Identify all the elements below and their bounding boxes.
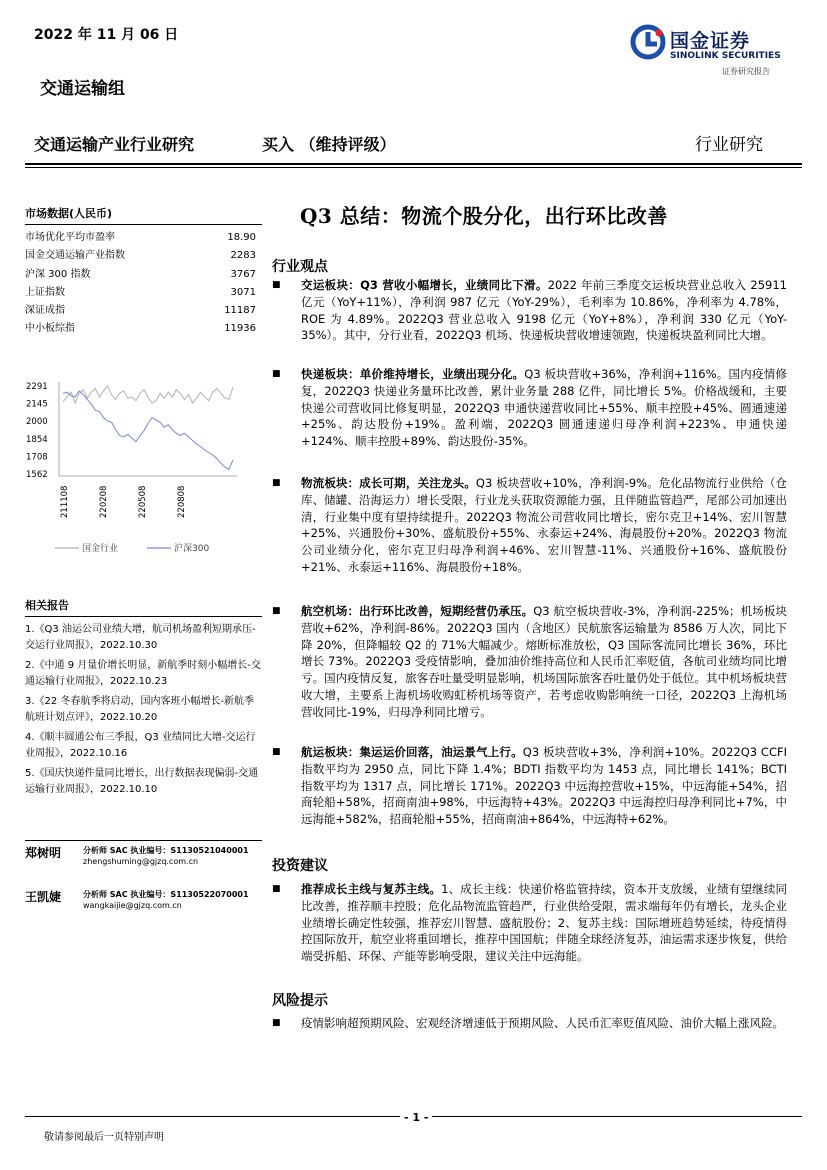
market-data-value: 3071: [230, 286, 256, 298]
related-report-item[interactable]: 4.《顺丰圆通公布三季报，Q3 业绩同比大增-交运行业周报》，2022.10.16: [25, 732, 256, 759]
paragraph-text: Q3 板块营收+3%，净利润+10%。2022Q3 CCFI 指数平均为 2950 点，同比下降 1.4%；BDTI 指数平均为 1453 点，同比增长 141%；BCTI 指数平均为 1317 点，同比增长 171%。2022Q3 中远海控营收+15%，中远海能+54%，招商轮船+58%，招商南油+98%，中远海特+43%。2022Q3 中远海控归母净利同比+7%，中远海能+582%，招商轮船+55%，招商南油+864%，中远海特+62%。: [301, 745, 787, 827]
chart-y-tick-label: 1854: [26, 434, 48, 445]
industry-title: 交通运输产业行业研究: [34, 135, 195, 154]
paragraph-text: 2022 年前三季度交运板块营业总收入 25911 亿元（YoY+11%），净利润 987 亿元（YoY-29%），毛利率为 10.86%，净利率为 4.78%，ROE 为 4.89%。2022Q3 营业总收入 9198 亿元（YoY+8%），净利润 330 亿元（YoY-35%）。其中，分行业看，2022Q3 机场、快递板块营收增速领跑，快递板块盈利同比大增。: [301, 278, 787, 343]
market-data-row: [25, 229, 262, 247]
market-data-label: 深证成指: [25, 305, 65, 317]
paragraph-risk: [272, 1015, 787, 1032]
analyst-entry: [25, 888, 262, 918]
paragraph-text: Q3 航空板块营收-3%，净利润-225%；机场板块营收+62%，净利润-86%。2022Q3 国内（含地区）民航旅客运输量为 8586 万人次，同比下降 20%，但降幅较 Q2 的 71%大幅减少。熔断标准放松，Q3 国际客流同比增长 36%，环比增长 73%。2022Q3 受疫情影响，叠加油价维持高位和人民币汇率贬值，各航司业绩均同比增亏。国内疫情反复，旅客吞吐量受明显影响，机场国际旅客吞吐量仍处于低位。其中机场板块营收大增，主要系上海机场收购虹桥机场等资产，若考虑收购影响统一口径，2022Q3 上海机场营收同比-19%，归母净利同比增亏。: [301, 604, 787, 719]
paragraph-lead: 推荐成长主线与复苏主线。: [301, 882, 442, 896]
market-data-value: 2283: [230, 250, 256, 262]
main-title: Q3 总结：物流个股分化，出行环比改善: [300, 204, 668, 228]
index-chart: [25, 372, 262, 562]
header-divider: [25, 163, 802, 165]
paragraph-lead: 航空机场：出行环比改善，短期经营仍承压。: [301, 604, 534, 618]
market-data-value: 18.90: [227, 232, 256, 243]
analyst-sac: 分析师 SAC 执业编号：S1130521040001: [83, 846, 249, 855]
logo-name-cn: 国金证券: [670, 30, 751, 52]
related-reports-list: [25, 617, 262, 798]
analyst-name: 王凯婕: [25, 890, 62, 904]
index-chart-svg: [25, 372, 262, 562]
market-data-value: 11936: [224, 323, 256, 335]
chart-y-tick-label: 2291: [26, 382, 48, 392]
report-type: 行业研究: [695, 135, 763, 155]
section-industry-view: 行业观点: [272, 259, 328, 275]
related-reports-panel: [25, 597, 262, 802]
section-risk: 风险提示: [272, 993, 328, 1009]
page-number: - 1 -: [400, 1111, 432, 1124]
market-data-title: 市场数据(人民币): [25, 205, 262, 225]
paragraph-express: [272, 366, 787, 450]
chart-x-tick-label: 220208: [99, 485, 109, 518]
market-data-label: 市场优化平均市盈率: [25, 232, 115, 243]
bullet-icon: ■: [272, 1018, 281, 1028]
chart-y-tick-label: 2145: [26, 399, 48, 410]
market-data-label: 沪深 300 指数: [25, 268, 91, 280]
bullet-icon: ■: [272, 606, 281, 616]
company-logo: [630, 24, 790, 82]
bullet-icon: ■: [272, 369, 281, 379]
paragraph-aviation: [272, 603, 787, 721]
analyst-name: 郑树明: [25, 846, 62, 860]
paragraph-text: 疫情影响超预期风险、宏观经济增速低于预期风险、人民币汇率贬值风险、油价大幅上涨风险。: [301, 1016, 784, 1030]
market-data-row: [25, 247, 262, 265]
chart-legend-label: 沪深300: [174, 544, 210, 554]
chart-x-tick-label: 220508: [138, 485, 148, 518]
market-data-value: 11187: [224, 305, 256, 317]
market-data-label: 上证指数: [25, 286, 65, 298]
analyst-sac: 分析师 SAC 执业编号：S1130522070001: [83, 890, 249, 899]
paragraph-transport: [272, 277, 787, 344]
bullet-icon: ■: [272, 280, 281, 290]
disclaimer: 敬请参阅最后一页特别声明: [44, 1132, 164, 1143]
section-invest: 投资建议: [272, 858, 328, 874]
report-date: 2022 年 11 月 06 日: [34, 27, 179, 43]
chart-series-line: [63, 391, 233, 470]
chart-y-tick-label: 2000: [26, 417, 48, 428]
bullet-icon: ■: [272, 884, 281, 894]
related-report-item[interactable]: 1.《Q3 油运公司业绩大增，航司机场盈利短期承压-交运行业周报》，2022.10.30: [25, 624, 256, 651]
chart-x-tick-label: 211108: [60, 485, 70, 518]
research-group: 交通运输组: [40, 79, 125, 99]
paragraph-lead: 物流板块：成长可期，关注龙头。: [301, 476, 476, 490]
header-divider-thin: [25, 167, 802, 168]
analyst-email[interactable]: zhengshuming@gjzq.com.cn: [83, 857, 199, 866]
market-data-panel: [25, 205, 262, 339]
paragraph-lead: 快递板块：单价维持增长，业绩出现分化。: [301, 367, 525, 381]
chart-y-tick-label: 1708: [26, 452, 48, 463]
chart-y-tick-label: 1562: [26, 470, 48, 480]
bullet-icon: ■: [272, 747, 281, 757]
paragraph-lead: 航运板块：集运运价回落，油运景气上行。: [301, 745, 523, 759]
related-reports-title: 相关报告: [25, 597, 262, 617]
market-data-label: 中小板综指: [25, 323, 75, 335]
paragraph-text: Q3 板块营收+36%，净利润+116%。国内疫情修复，2022Q3 快递业务量环比改善，累计业务量 288 亿件，同比增长 5%。价格战缓和，主要快递公司营收同比修复明显，2022Q3 申通快递营收同比+55%、顺丰控股+45%、圆通速递+25%、韵达股份+19%。盈利端，2022Q3 圆通速递归母净利润+223%、申通快递+124%、顺丰控股+89%、韵达股份-35%。: [301, 367, 788, 449]
logo-name-en: SINOLINK SECURITIES: [670, 51, 781, 61]
paragraph-lead: 交运板块：Q3 营收小幅增长，业绩同比下滑。: [301, 278, 548, 292]
analyst-email[interactable]: wangkaijie@gjzq.com.cn: [83, 901, 182, 910]
paragraph-logistics: [272, 475, 787, 576]
market-data-row: [25, 320, 262, 338]
bullet-icon: ■: [272, 478, 281, 488]
market-data-label: 国金交通运输产业指数: [25, 250, 125, 262]
paragraph-shipping: [272, 744, 787, 828]
market-data-row: [25, 266, 262, 284]
market-data-value: 3767: [230, 268, 256, 280]
chart-x-tick-label: 220808: [177, 485, 187, 518]
related-report-item[interactable]: 2.《中通 9 月量价增长明显，新航季时刻小幅增长-交通运输行业周报》，2022.10.23: [25, 660, 261, 687]
analysts-panel: [25, 840, 262, 918]
related-report-item[interactable]: 5.《国庆快递件量同比增长，出行数据表现偏弱-交通运输行业周报》，2022.10.10: [25, 768, 259, 795]
market-data-row: [25, 284, 262, 302]
paragraph-text: Q3 板块营收+10%，净利润-9%。危化品物流行业供给（仓库、储罐、沿海运力）增长受限，行业龙头获取资源能力强，且伴随监管趋严，尾部公司加速出清，行业集中度有望持续提升。2022Q3 物流公司营收同比增长，密尔克卫+14%、宏川智慧+25%、兴通股份+30%、盛航股份+55%、永泰运+24%、海晨股份+20%。2022Q3 物流公司业绩分化，密尔克卫归母净利润+46%、宏川智慧-11%、兴通股份+16%、盛航股份+21%、永泰运+116%、海晨股份+18%。: [301, 476, 787, 574]
chart-legend-label: 国金行业: [82, 544, 119, 554]
market-data-row: [25, 302, 262, 320]
paragraph-invest: [272, 881, 787, 965]
analyst-entry: [25, 844, 262, 874]
analysts-divider: [25, 840, 262, 841]
rating: 买入 （维持评级）: [262, 135, 396, 154]
logo-mark-icon: [630, 24, 666, 60]
market-data-rows: [25, 225, 262, 339]
related-report-item[interactable]: 3.《22 冬春航季将启动，国内客班小幅增长-新航季航班计划点评》，2022.10.20: [25, 696, 255, 723]
logo-tagline: 证券研究报告: [722, 67, 770, 76]
paragraph-text: 1、成长主线：快递价格监管持续，资本开支放缓，业绩有望继续同比改善，推荐顺丰控股；危化品物流监管趋严，行业供给受限，需求端每年仍有增长，龙头企业业绩增长确定性较强，推荐宏川智慧、盛航股份；2、复苏主线：国际增班趋势延续，待疫情得控国际放开，航空业将重回增长，推荐中国国航；伴随全球经济复苏，油运需求逐步恢复，供给端受拆船、环保、产能等影响受限，建议关注中远海能。: [301, 882, 787, 964]
